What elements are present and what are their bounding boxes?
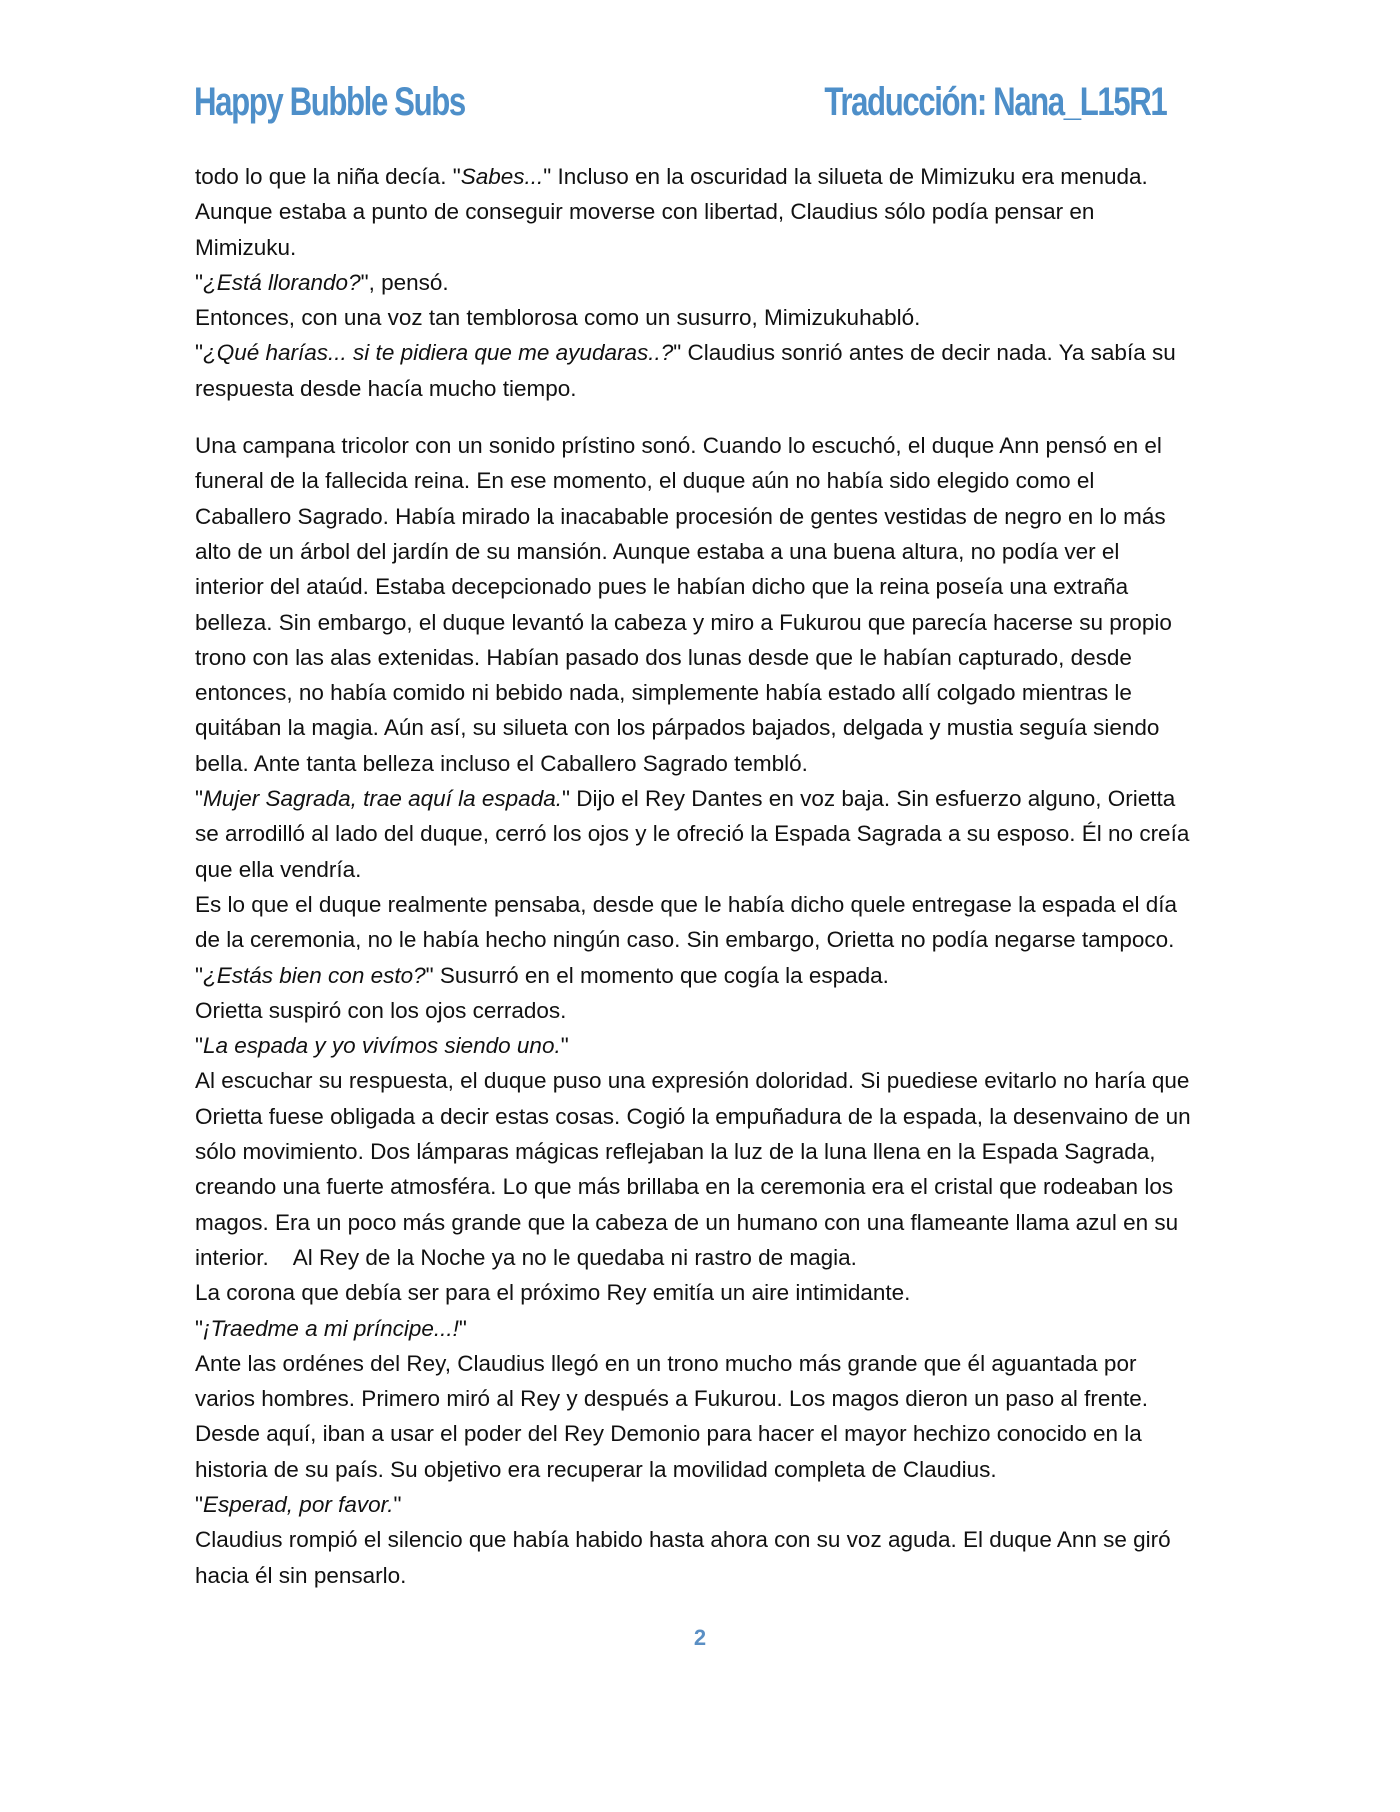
text-line: "¿Qué harías... si te pidiera que me ayudaras..?" Claudius sonrió antes de decir nada. Ya sabía su [195, 340, 1176, 366]
text-line: magos. Era un poco más grande que la cabeza de un humano con una flameante llama azul en su [195, 1209, 1179, 1235]
text-line: Al escuchar su respuesta, el duque puso una expresión doloridad. Si puediese evitarlo no haría que [195, 1068, 1190, 1094]
text-line: "¿Estás bien con esto?" Susurró en el momento que cogía la espada. [195, 962, 889, 988]
text-line: Claudius rompió el silencio que había habido hasta ahora con su voz aguda. El duque Ann se giró [195, 1527, 1171, 1553]
text-line: que ella vendría. [195, 856, 362, 882]
text-line: creando una fuerte atmosféra. Lo que más brillaba en la ceremonia era el cristal que rodeaban los [195, 1174, 1174, 1200]
text-line: Caballero Sagrado. Había mirado la inacabable procesión de gentes vestidas de negro en lo más [195, 503, 1166, 529]
text-line: Orietta suspiró con los ojos cerrados. [195, 997, 567, 1023]
text-line: interior. Al Rey de la Noche ya no le quedaba ni rastro de magia. [195, 1244, 857, 1270]
text-line: se arrodilló al lado del duque, cerró los ojos y le ofreció la Espada Sagrada a su esposo. Él no creía [195, 821, 1190, 847]
text-line: "Mujer Sagrada, trae aquí la espada." Dijo el Rey Dantes en voz baja. Sin esfuerzo alguno, Orietta [195, 786, 1176, 812]
text-line: sólo movimiento. Dos lámparas mágicas reflejaban la luz de la luna llena en la Espada Sagrada, [195, 1139, 1156, 1165]
page-number: 2 [693, 1625, 707, 1650]
text-line: de la ceremonia, no le había hecho ningún caso. Sin embargo, Orietta no podía negarse tampoco. [195, 927, 1175, 953]
text-line: historia de su país. Su objetivo era recuperar la movilidad completa de Claudius. [195, 1456, 997, 1482]
text-line: Desde aquí, iban a usar el poder del Rey Demonio para hacer el mayor hechizo conocido en la [195, 1421, 1142, 1447]
body-text [195, 159, 1215, 1593]
text-line: entonces, no había comido ni bebido nada, simplemente había estado allí colgado mientras le [195, 680, 1132, 706]
header-right-credit: Traducción: Nana_L15R1 [824, 80, 1166, 124]
text-line: funeral de la fallecida reina. En ese momento, el duque aún no había sido elegido como el [195, 468, 1095, 494]
text-line: Entonces, con una voz tan temblorosa como un susurro, Mimizukuhabló. [195, 305, 921, 331]
text-line: belleza. Sin embargo, el duque levantó la cabeza y miro a Fukurou que parecía hacerse su propio [195, 609, 1172, 635]
text-line: alto de un árbol del jardín de su mansión. Aunque estaba a una buena altura, no podía ver el [195, 538, 1120, 564]
text-line: Es lo que el duque realmente pensaba, desde que le había dicho quele entregase la espada el día [195, 891, 1177, 917]
text-line: trono con las alas extenidas. Habían pasado dos lunas desde que le habían capturado, desde [195, 644, 1132, 670]
text-line: quitában la magia. Aún así, su silueta con los párpados bajados, delgada y mustia seguía siendo [195, 715, 1160, 741]
text-line: Orietta fuese obligada a decir estas cosas. Cogió la empuñadura de la espada, la desenvaino de un [195, 1103, 1191, 1129]
text-line: varios hombres. Primero miró al Rey y después a Fukurou. Los magos dieron un paso al frente. [195, 1386, 1148, 1412]
text-line: respuesta desde hacía mucho tiempo. [195, 375, 577, 401]
text-line: "Esperad, por favor." [195, 1491, 402, 1517]
text-line: bella. Ante tanta belleza incluso el Caballero Sagrado tembló. [195, 750, 808, 776]
text-line: "¡Traedme a mi príncipe...!" [195, 1315, 467, 1341]
text-line: La corona que debía ser para el próximo Rey emitía un aire intimidante. [195, 1280, 911, 1306]
text-line: hacia él sin pensarlo. [195, 1562, 407, 1588]
text-line: todo lo que la niña decía. "Sabes..." Incluso en la oscuridad la silueta de Mimizuku era menuda. [195, 164, 1148, 189]
header-left-title: Happy Bubble Subs [194, 80, 465, 124]
text-line: "¿Está llorando?", pensó. [195, 269, 449, 295]
text-line: Ante las ordénes del Rey, Claudius llegó en un trono mucho más grande que él aguantada por [195, 1350, 1137, 1376]
text-line: "La espada y yo vivímos siendo uno." [195, 1033, 569, 1059]
text-line: interior del ataúd. Estaba decepcionado pues le habían dicho que la reina poseía una extraña [195, 574, 1129, 600]
text-line: Mimizuku. [195, 234, 297, 260]
text-line: Una campana tricolor con un sonido prístino sonó. Cuando lo escuchó, el duque Ann pensó en el [195, 433, 1162, 459]
text-line: Aunque estaba a punto de conseguir moverse con libertad, Claudius sólo podía pensar en [195, 199, 1095, 225]
